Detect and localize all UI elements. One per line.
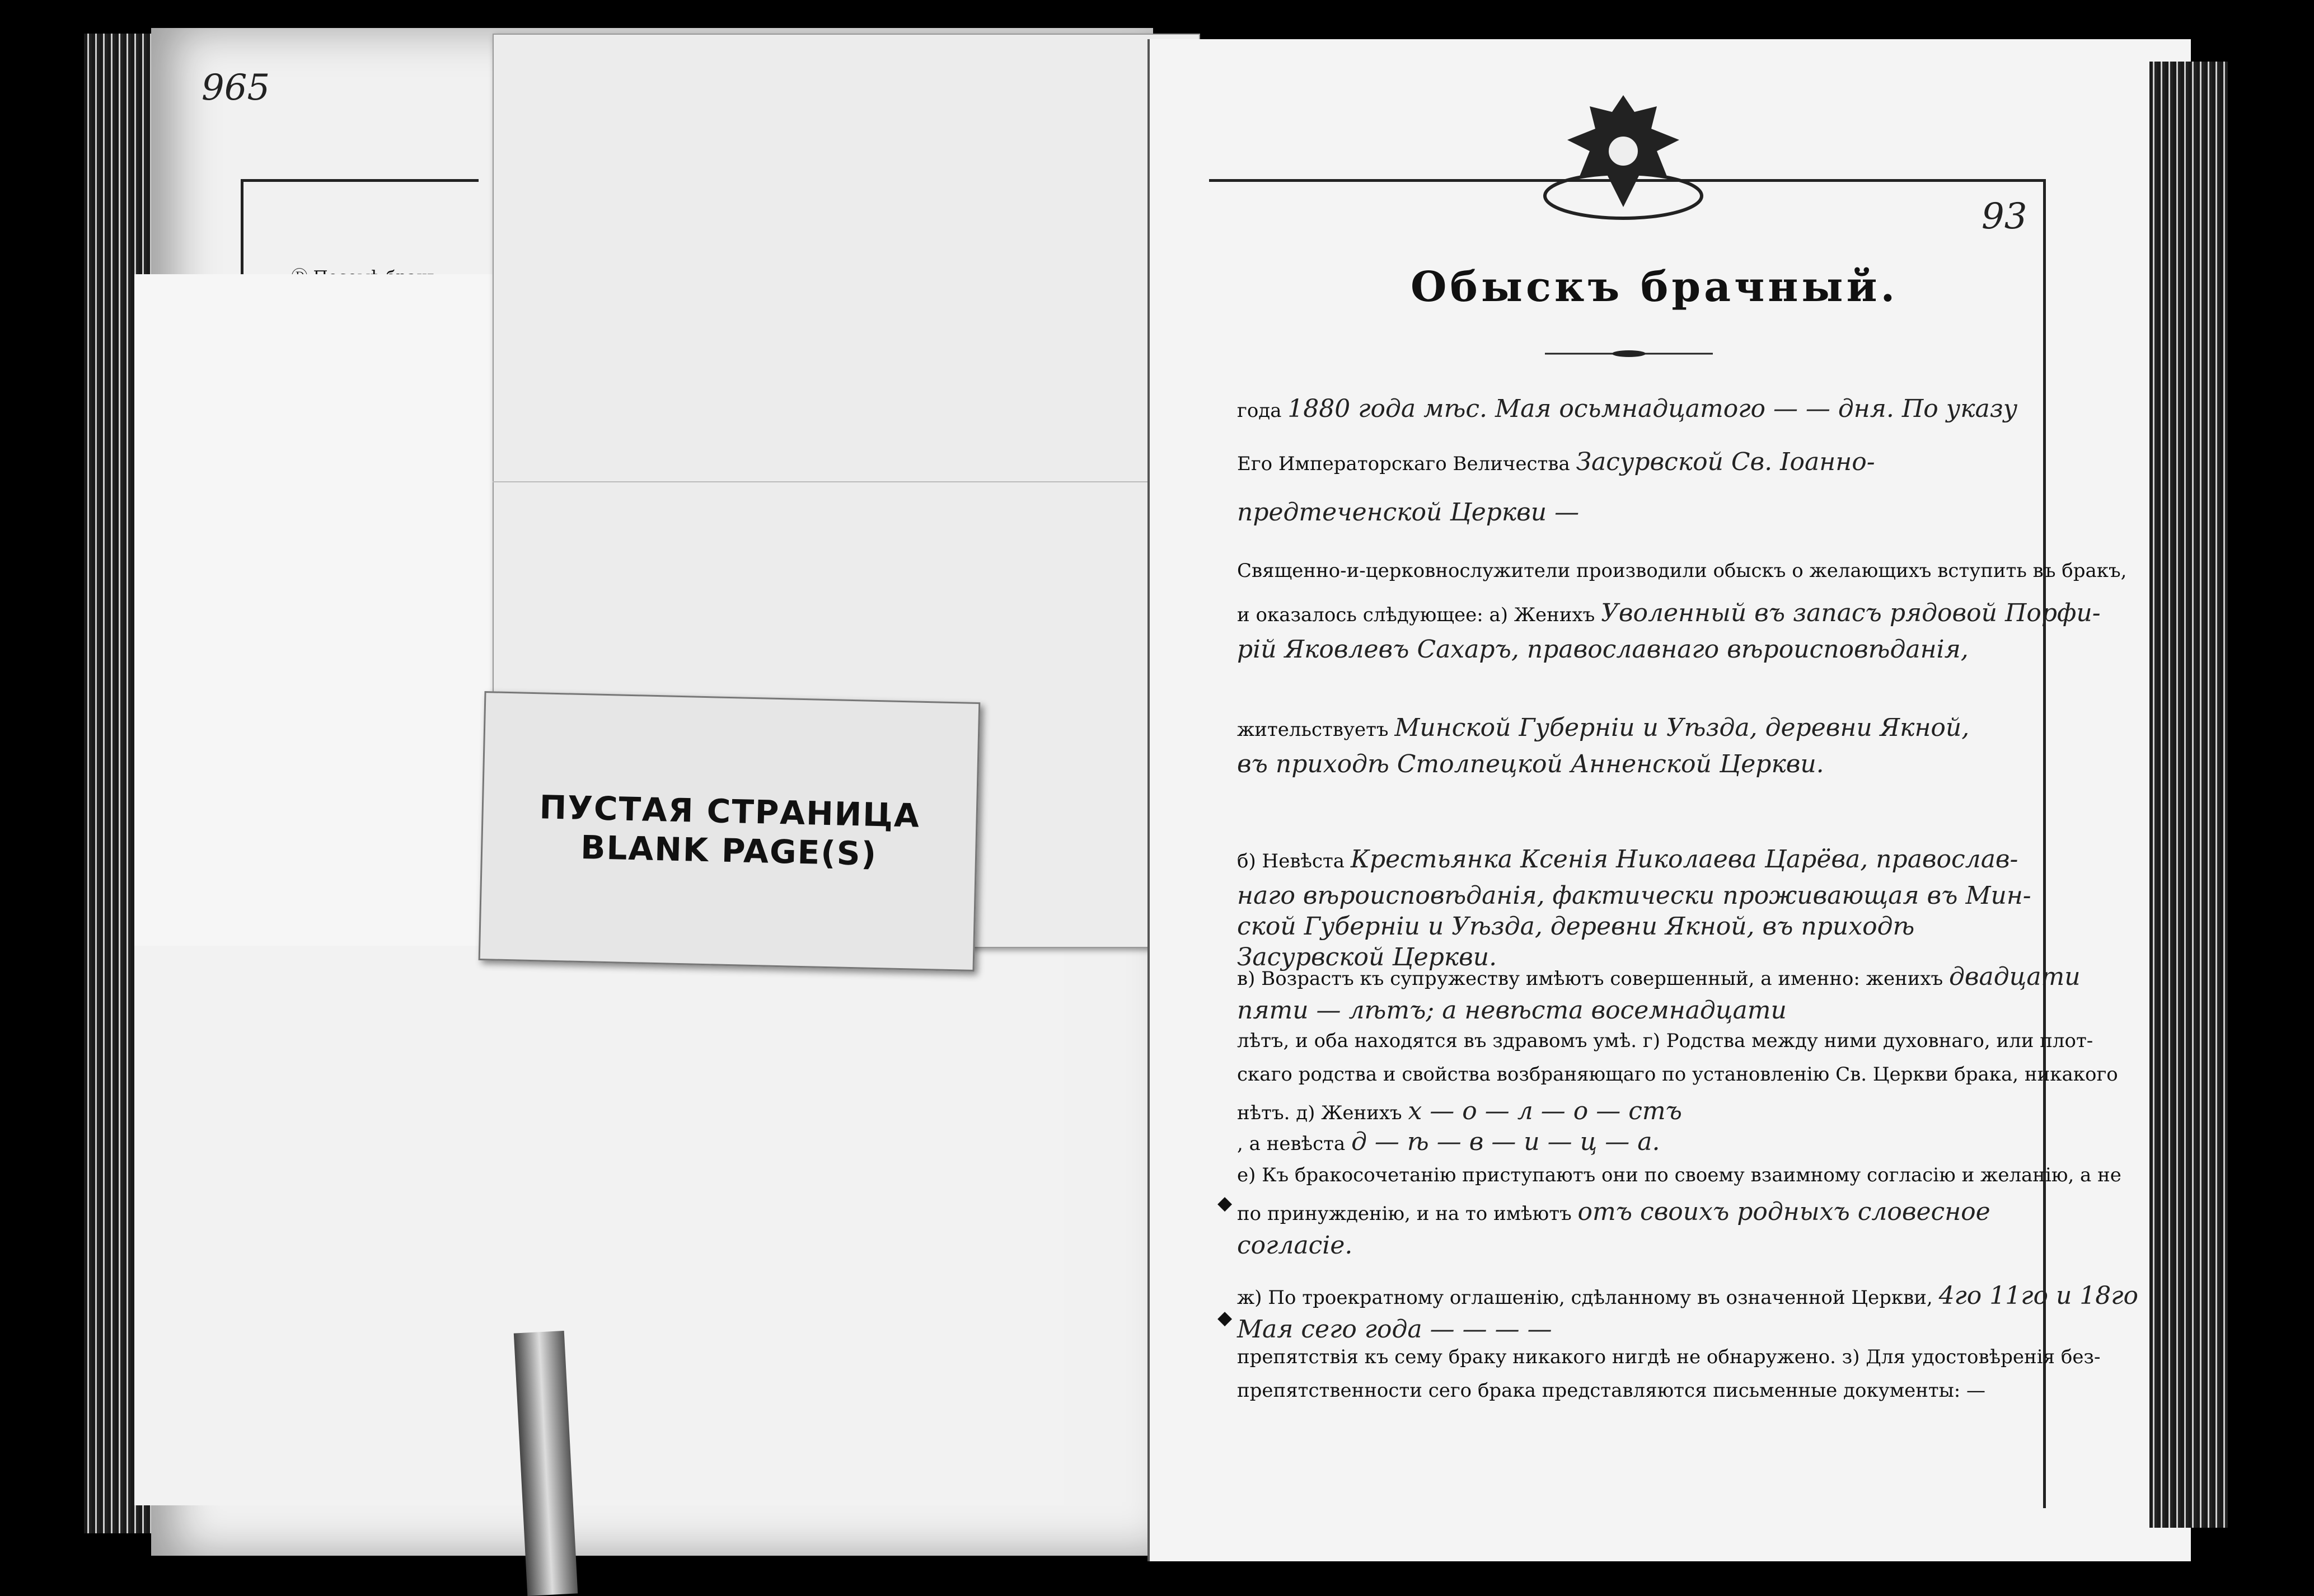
stamp-line-ru: ПУСТАЯ СТРАНИЦА — [538, 788, 921, 835]
bullet-marker-1: ◆ — [1217, 1192, 1233, 1214]
page-number: 93 — [1982, 196, 2027, 237]
handwritten-text: х — о — л — о — стъ — [1408, 1097, 1682, 1125]
printed-text: жительствуетъ — [1237, 719, 1395, 741]
left-corner-number: 965 — [202, 67, 270, 109]
record-line — [1237, 1097, 2009, 1125]
handwritten-text: предтеченской Церкви — — [1237, 498, 1580, 527]
printed-text: Его Императорскаго Величества — [1237, 453, 1576, 475]
printed-text: и оказалось слѣдующее: а) Женихъ — [1237, 604, 1601, 626]
ornament-divider — [1545, 350, 1713, 358]
handwritten-text: Минской Губерніи и Уѣзда, деревни Якной, — [1394, 713, 1970, 742]
record-line — [1237, 448, 2009, 476]
handwritten-text: 4го 11го и 18го — [1938, 1282, 2139, 1310]
printed-text: нѣтъ. д) Женихъ — [1237, 1102, 1408, 1124]
record-line — [1237, 1231, 2009, 1260]
record-line — [1237, 1346, 2101, 1368]
page-title: Обыскъ брачный. — [1411, 263, 1899, 311]
record-line — [1237, 599, 2101, 627]
printed-text: в) Возрастъ къ супружеству имѣютъ совершенный, а именно: женихъ — [1237, 968, 1949, 990]
record-line — [1237, 713, 2009, 742]
printed-text: препятствія къ сему браку никакого нигдѣ не обнаружено. з) Для удостовѣренія без- — [1237, 1346, 2101, 1368]
blank-page-stamp — [479, 691, 981, 971]
handwritten-text: Мая сего года — — — — — [1237, 1315, 1552, 1344]
stamp-line-en: BLANK PAGE(S) — [580, 828, 878, 873]
handwritten-text: Засурвской Церкви. — [1237, 943, 1497, 971]
bullet-marker-2: ◆ — [1217, 1307, 1233, 1329]
printed-text: , а невѣста — [1237, 1133, 1352, 1155]
printed-text: по принужденію, и на то имѣютъ — [1237, 1203, 1578, 1225]
handwritten-text: согласіе. — [1237, 1231, 1353, 1260]
record-line — [1237, 1030, 2093, 1052]
printed-text: е) Къ бракосочетанію приступаютъ они по своему взаимному согласію и желанію, а не — [1237, 1164, 2121, 1186]
handwritten-text: Крестьянка Ксенія Николаева Царёва, православ- — [1350, 845, 2018, 874]
record-line — [1237, 395, 2018, 423]
eagle-crest-icon — [1534, 84, 1713, 229]
record-line — [1237, 560, 2127, 582]
printed-text: скаго родства и свойства возбраняющаго по установленію Св. Церкви брака, никакого — [1237, 1063, 2118, 1086]
printed-text: б) Невѣста — [1237, 850, 1351, 872]
record-line — [1237, 1063, 2118, 1086]
record-line — [1237, 1128, 2009, 1156]
record-line — [1237, 912, 2009, 941]
handwritten-text: въ приходѣ Столпецкой Анненской Церкви. — [1237, 750, 1824, 778]
handwritten-text: наго вѣроисповѣданія, фактически проживающая въ Мин- — [1237, 881, 2031, 910]
handwritten-text: ской Губерніи и Уѣзда, деревни Якной, въ приходѣ — [1237, 912, 1915, 941]
record-line — [1237, 963, 2081, 991]
record-line — [1237, 498, 2009, 527]
printed-text: Священно-и-церковнослужители производили обыскъ о желающихъ вступить въ бракъ, — [1237, 560, 2127, 582]
handwritten-text: рій Яковлевъ Сахаръ, православнаго вѣроисповѣданія, — [1237, 635, 1969, 664]
printed-text: лѣтъ, и оба находятся въ здравомъ умѣ. г) Родства между ними духовнаго, или плот- — [1237, 1030, 2093, 1052]
record-line — [1237, 845, 2018, 874]
handwritten-text: 1880 года мѣс. Мая осьмнадцатого — — дня. По указу — [1287, 395, 2018, 423]
fold-line — [493, 481, 1198, 482]
record-line — [1237, 1379, 2009, 1402]
printed-text: ж) По троекратному оглашенію, сдѣланному въ означенной Церкви, — [1237, 1287, 1939, 1309]
record-line — [1237, 1198, 2009, 1226]
printed-text: препятственности сего брака представляются письменные документы: — — [1237, 1379, 1986, 1402]
record-line — [1237, 881, 2031, 910]
record-line — [1237, 996, 2009, 1025]
right-book-edge — [2149, 62, 2228, 1528]
lower-leaf — [134, 946, 1064, 1505]
record-line — [1237, 635, 2009, 664]
handwritten-text: Засурвской Св. Іоанно- — [1576, 448, 1875, 476]
record-line — [1237, 1315, 2009, 1344]
handwritten-text: д — ѣ — в — и — ц — а. — [1351, 1128, 1660, 1156]
handwritten-text: Уволенный въ запасъ рядовой Порфи- — [1601, 599, 2101, 627]
handwritten-text: пяти — лѣтъ; а невѣста восемнадцати — [1237, 996, 1787, 1025]
handwritten-text: двадцати — [1949, 963, 2081, 991]
record-line — [1237, 750, 2009, 778]
handwritten-text: отъ своихъ родныхъ словесное — [1577, 1198, 1990, 1226]
record-line — [1237, 1164, 2121, 1186]
printed-text: года — [1237, 400, 1288, 422]
record-line — [1237, 1282, 2139, 1310]
